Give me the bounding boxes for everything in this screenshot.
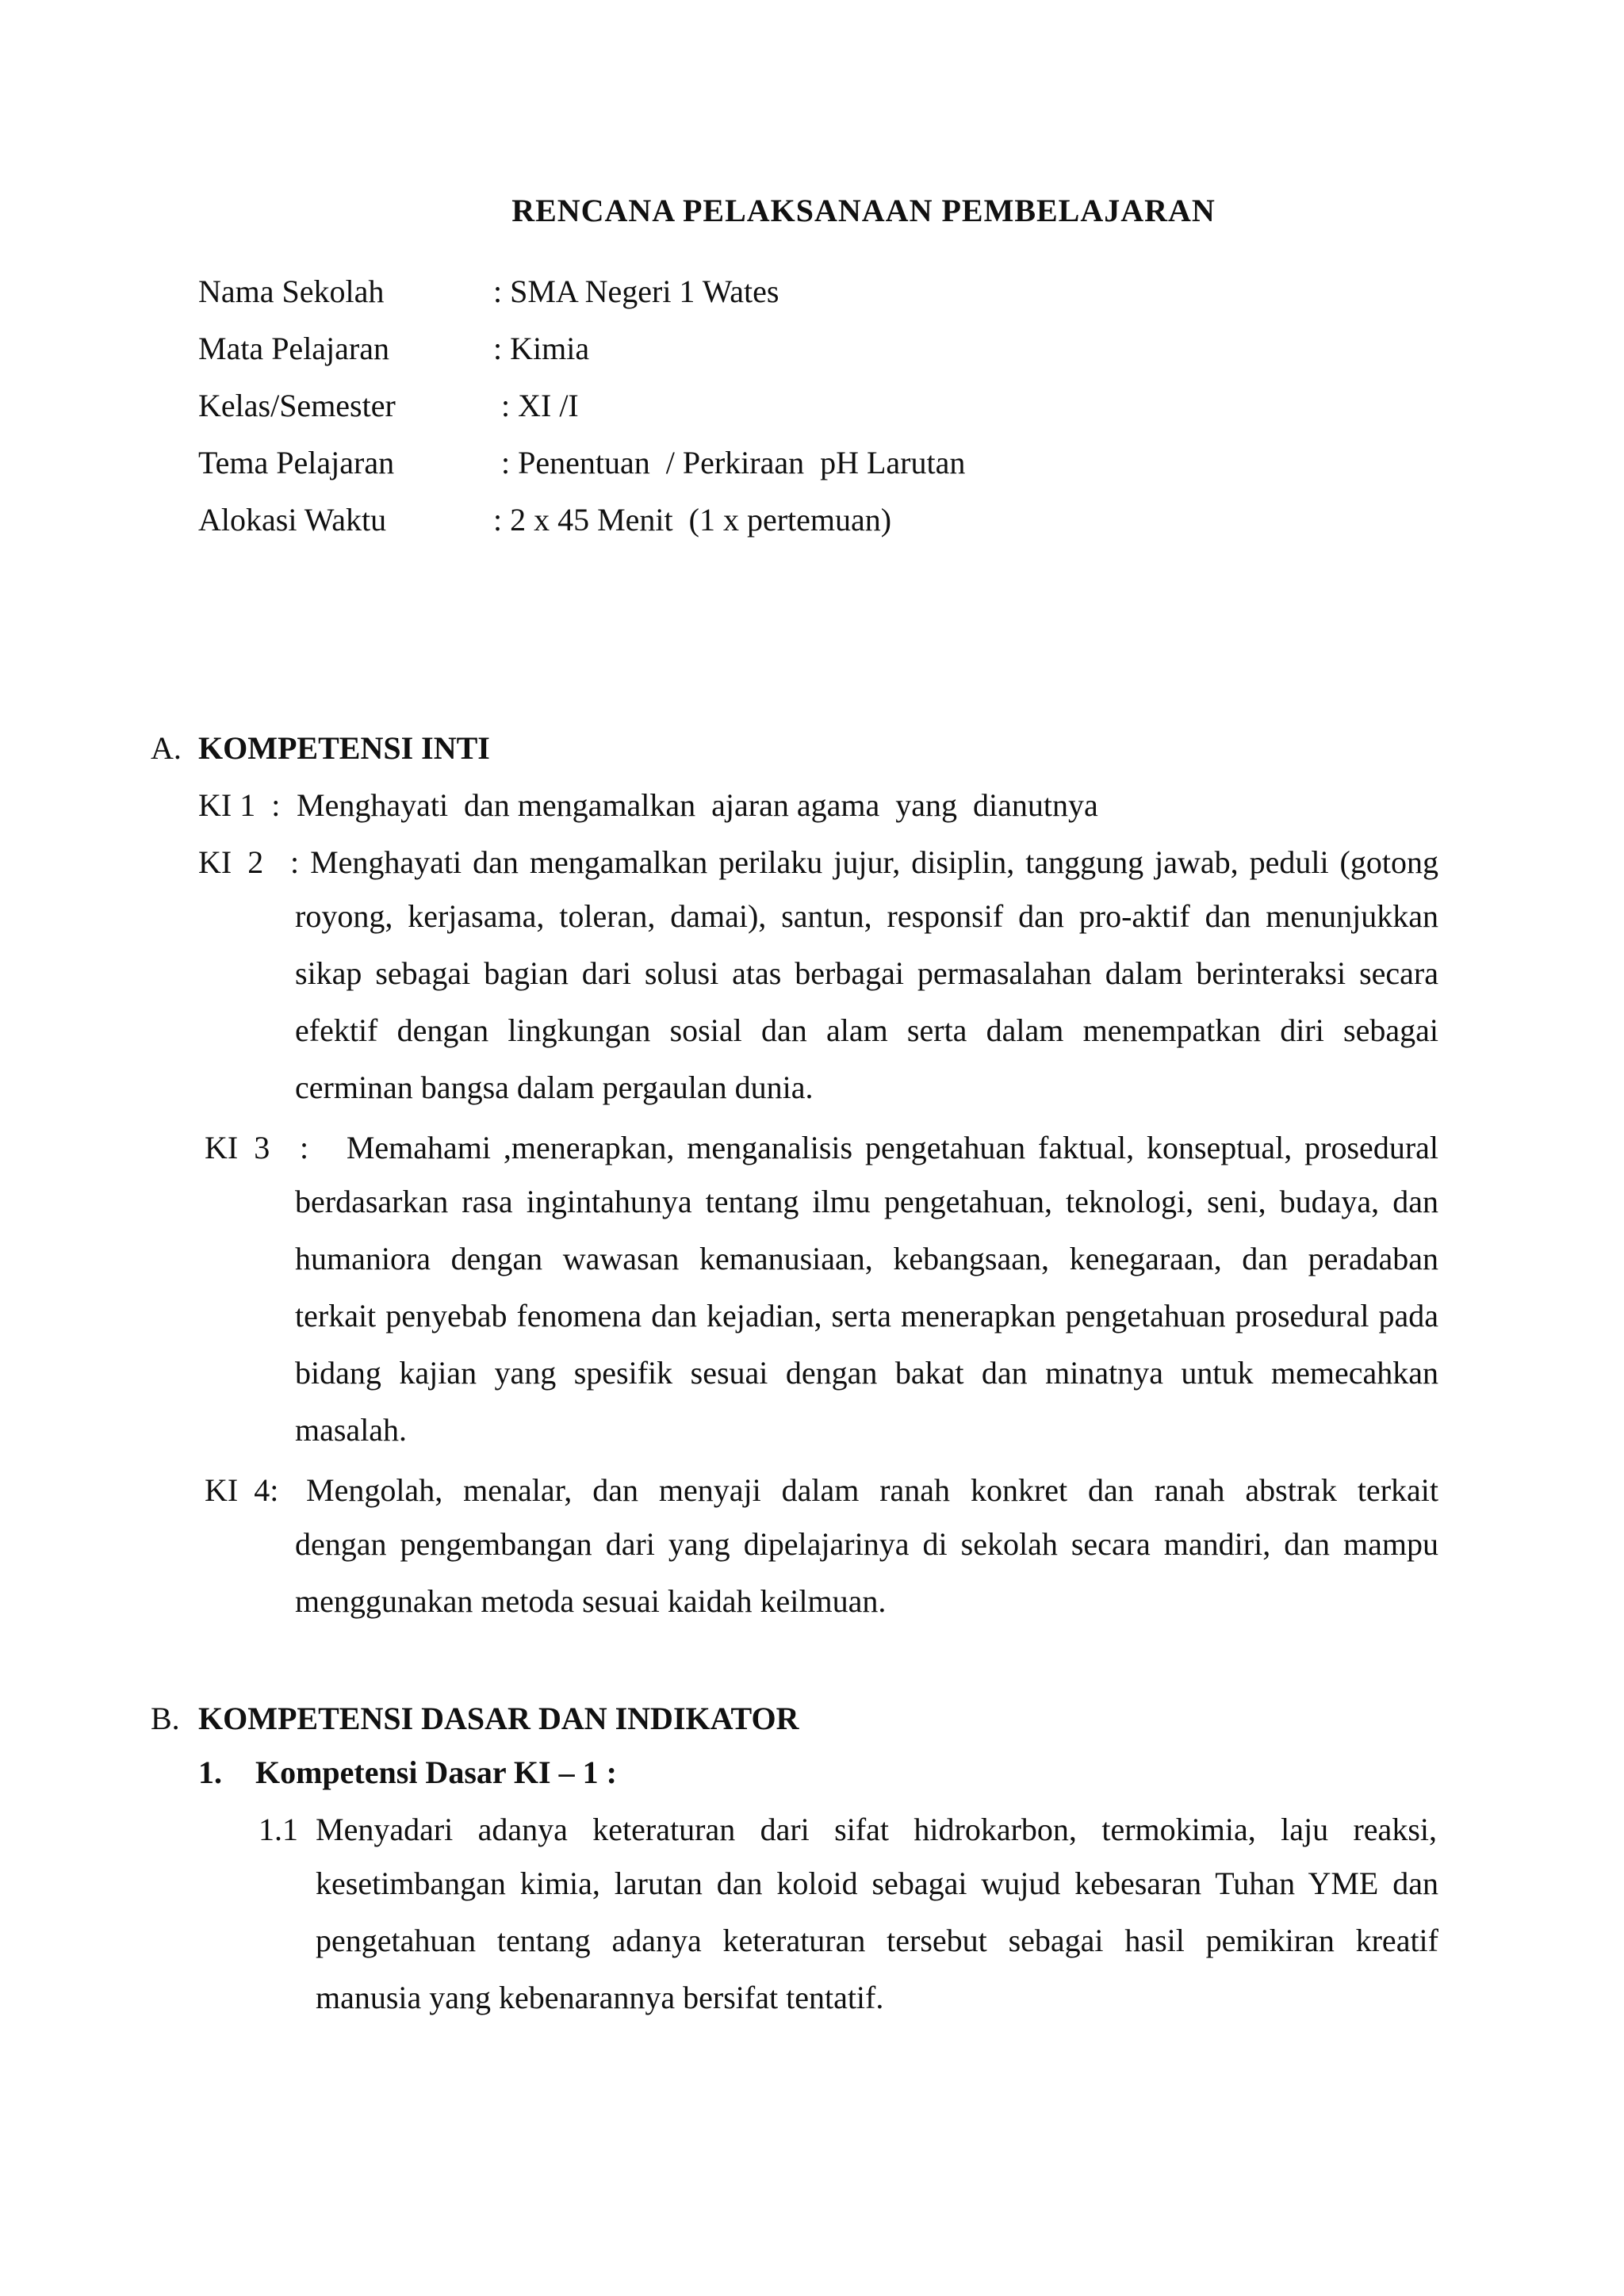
ki2-body: royong, kerjasama, toleran, damai), santun, responsif dan pro-aktif dan menunjukkan sikap sebagai bagian dari solusi atas berbagai permasalahan dalam berinteraksi secara efektif dengan lingkungan sosial dan alam serta dalam menempatkan diri sebagai cerminan bangsa dalam pergaulan dunia. bbox=[295, 898, 1438, 1105]
info-row-time bbox=[198, 501, 891, 538]
sub-heading-1 bbox=[198, 1754, 617, 1791]
ki4-label: KI 4: bbox=[205, 1472, 279, 1508]
info-value: : XI /I bbox=[493, 388, 579, 423]
info-label: Kelas/Semester bbox=[198, 388, 396, 423]
info-value: : 2 x 45 Menit (1 x pertemuan) bbox=[493, 502, 892, 538]
ki4-first-line bbox=[205, 1471, 1438, 1509]
info-label: Tema Pelajaran bbox=[198, 445, 395, 480]
ki4-body: dengan pengembangan dari yang dipelajarinya di sekolah secara mandiri, dan mampu menggunakan metoda sesuai kaidah keilmuan. bbox=[295, 1526, 1438, 1619]
ki3-label: KI 3 bbox=[205, 1130, 270, 1165]
item-1-1-first-line bbox=[259, 1811, 1437, 1848]
ki2-first-line bbox=[198, 844, 1438, 881]
item-1-1-body: kesetimbangan kimia, larutan dan koloid sebagai wujud kebesaran Tuhan YME dan pengetahuan tentang adanya keteraturan tersebut sebagai hasil pemikiran kreatif manusia yang kebenarannya bersifat tentatif. bbox=[316, 1866, 1438, 2015]
ki3-first-line bbox=[205, 1129, 1438, 1166]
info-value: : Kimia bbox=[493, 331, 590, 366]
info-row-subject bbox=[198, 330, 589, 367]
ki1-line bbox=[198, 786, 1098, 824]
info-row-school bbox=[198, 273, 779, 310]
info-row-class bbox=[198, 387, 579, 424]
info-label: Alokasi Waktu bbox=[198, 502, 387, 538]
sub-number: 1. bbox=[198, 1755, 222, 1790]
ki2-label: KI 2 bbox=[198, 844, 264, 880]
ki3-body: berdasarkan rasa ingintahunya tentang ilmu pengetahuan, teknologi, seni, budaya, dan humaniora dengan wawasan kemanusiaan, kebangsaan, kenegaraan, dan peradaban terkait penyebab fenomena dan kejadian, serta menerapkan pengetahuan prosedural pada bidang kajian yang spesifik sesuai dengan bakat dan minatnya untuk memecahkan masalah. bbox=[295, 1184, 1438, 1448]
info-value: : Penentuan / Perkiraan pH Larutan bbox=[493, 445, 966, 480]
info-value: : SMA Negeri 1 Wates bbox=[493, 274, 779, 309]
info-label: Nama Sekolah bbox=[198, 274, 385, 309]
ki1-label: KI 1 : bbox=[198, 787, 281, 823]
item-lead: Menyadari adanya keteraturan dari sifat hidrokarbon, termokimia, laju reaksi, bbox=[316, 1812, 1437, 1847]
info-label: Mata Pelajaran bbox=[198, 331, 389, 366]
ki3-lead: : Memahami ,menerapkan, menganalisis pengetahuan faktual, konseptual, prosedural bbox=[300, 1130, 1438, 1165]
section-letter: B. bbox=[151, 1701, 180, 1736]
section-title: KOMPETENSI INTI bbox=[198, 730, 490, 766]
ki1-text: Menghayati dan mengamalkan ajaran agama yang dianutnya bbox=[297, 787, 1098, 823]
ki2-lead: : Menghayati dan mengamalkan perilaku jujur, disiplin, tanggung jawab, peduli (gotong bbox=[290, 844, 1438, 880]
sub-title: Kompetensi Dasar KI – 1 : bbox=[255, 1755, 617, 1790]
info-row-theme bbox=[198, 444, 965, 481]
section-letter: A. bbox=[151, 730, 182, 766]
item-number: 1.1 bbox=[259, 1812, 298, 1847]
ki4-lead: Mengolah, menalar, dan menyaji dalam ranah konkret dan ranah abstrak terkait bbox=[306, 1472, 1438, 1508]
document-title: RENCANA PELAKSANAAN PEMBELAJARAN bbox=[511, 193, 1216, 228]
section-a-heading bbox=[151, 729, 490, 767]
section-b-heading bbox=[151, 1700, 799, 1737]
section-title: KOMPETENSI DASAR DAN INDIKATOR bbox=[198, 1701, 799, 1736]
